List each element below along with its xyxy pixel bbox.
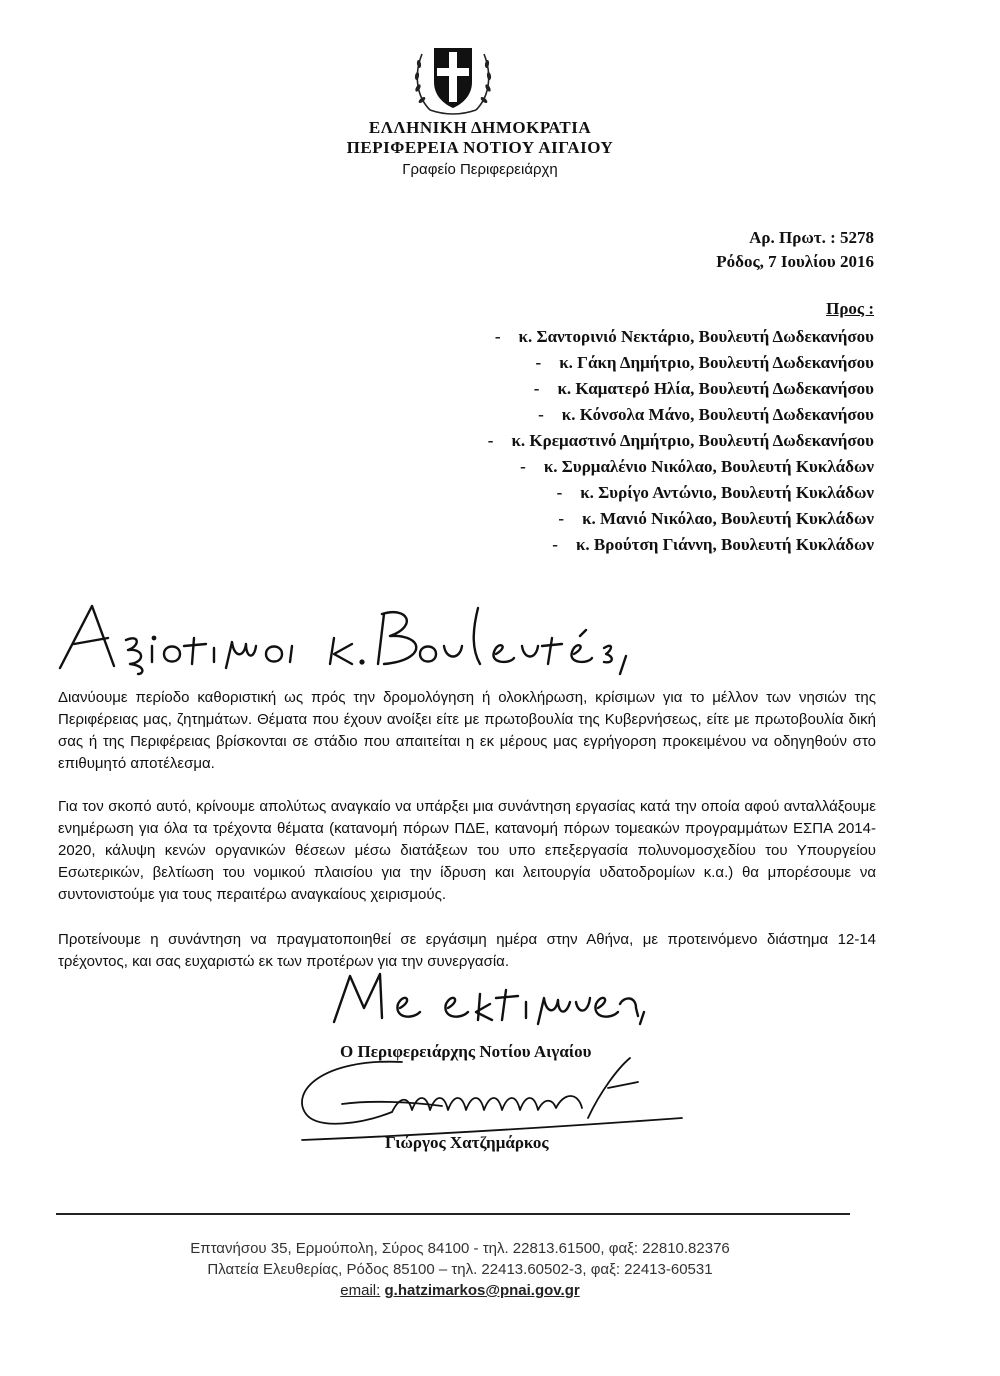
recipient-name: κ. Κόνσολα Μάνο, Βουλευτή Δωδεκανήσου (561, 405, 874, 424)
recipient-item (557, 483, 874, 503)
coat-of-arms-emblem (410, 38, 496, 118)
recipient-item (552, 535, 874, 555)
recipient-item (488, 431, 874, 451)
handwritten-salutation (48, 598, 668, 678)
recipient-name: κ. Καματερό Ηλία, Βουλευτή Δωδεκανήσου (557, 379, 874, 398)
body-paragraph: Για τον σκοπό αυτό, κρίνουμε απολύτως αναγκαίο να υπάρξει μια συνάντηση εργασίας κατά την οποία αφού ανταλλάξουμε ενημέρωση για όλα τα τρέχοντα θέματα (κατανομή πόρων ΠΔΕ, κατανομή πόρων τομεακών προγραμμάτων ΕΣΠΑ 2014-2020, κάλυψη κενών οργανικών θέσεων μέσω διατάξεων του υπο επεξεργασία πολυνομοσχεδίου του Υπουργείου Εσωτερικών, βελτίωση του νομικού πλαισίου για την ίδρυση και λειτουργία υδατοδρομίων κ.α.) θα μπορέσουμε να συντονιστούμε για τους περαιτέρω αναγκαίους χειρισμούς. (58, 798, 876, 903)
recipient-item (558, 509, 874, 529)
list-dash: - (538, 405, 544, 424)
list-dash: - (533, 379, 540, 398)
email-label: email: (340, 1282, 381, 1299)
body-paragraph: Προτείνουμε η συνάντηση να πραγματοποιηθεί σε εργάσιμη ημέρα στην Αθήνα, με προτεινόμενο διάστημα 12-14 τρέχοντος, και σας ευχαριστώ εκ των προτέρων για την συνεργασία. (58, 931, 876, 970)
list-dash: - (556, 483, 563, 502)
recipient-name: κ. Μανιό Νικόλαο, Βουλευτή Κυκλάδων (582, 509, 874, 528)
signer-title: Ο Περιφερειάρχης Νοτίου Αιγαίου (340, 1042, 592, 1061)
recipient-item (534, 379, 874, 399)
country-heading: ΕΛΛΗΝΙΚΗ ΔΗΜΟΚΡΑΤΙΑ (368, 118, 592, 137)
protocol-number: Αρ. Πρωτ. : 5278 (749, 228, 874, 247)
list-dash: - (494, 327, 501, 346)
recipients-label: Προς : (826, 299, 874, 318)
footer-address-syros: Επτανήσου 35, Ερμούπολη, Σύρος 84100 - τηλ. 22813.61500, φαξ: 22810.82376 (190, 1240, 730, 1257)
office-subheading: Γραφείο Περιφερειάρχη (402, 161, 558, 178)
place-date: Ρόδος, 7 Ιουλίου 2016 (716, 252, 874, 271)
list-dash: - (520, 457, 526, 476)
signer-name: Γιώργος Χατζημάρκος (385, 1133, 549, 1152)
email-link[interactable]: g.hatzimarkos@pnai.gov.gr (384, 1282, 580, 1299)
recipient-item (538, 405, 874, 425)
handwritten-closing (320, 968, 650, 1028)
recipient-name: κ. Γάκη Δημήτριο, Βουλευτή Δωδεκανήσου (559, 353, 874, 372)
recipient-name: κ. Κρεμαστινό Δημήτριο, Βουλευτή Δωδεκανήσου (511, 431, 874, 450)
recipient-item (495, 327, 874, 347)
recipient-item (520, 457, 874, 477)
recipient-name: κ. Συρίγο Αντώνιο, Βουλευτή Κυκλάδων (580, 483, 874, 502)
region-heading: ΠΕΡΙΦΕΡΕΙΑ ΝΟΤΙΟΥ ΑΙΓΑΙΟΥ (346, 138, 614, 157)
recipient-name: κ. Σαντορινιό Νεκτάριο, Βουλευτή Δωδεκανήσου (518, 327, 874, 346)
list-dash: - (535, 353, 542, 372)
footer-divider (56, 1213, 850, 1215)
recipient-name: κ. Βρούτση Γιάννη, Βουλευτή Κυκλάδων (575, 535, 874, 554)
footer-email-line (100, 1282, 820, 1299)
recipient-name: κ. Συρμαλένιο Νικόλαο, Βουλευτή Κυκλάδων (543, 457, 874, 476)
list-dash: - (552, 535, 558, 554)
body-paragraph: Διανύουμε περίοδο καθοριστική ως πρός την δρομολόγηση ή ολοκλήρωση, κρίσιμων για το μέλλον των νησιών της Περιφέρειας μας, ζητημάτων. Θέματα που έχουν ανοίξει είτε με πρωτοβουλία της Κυβερνήσεως, είτε με πρωτοβουλία δική σας ή της Περιφέρειας βρίσκονται σε στάδιο που απαιτείται η εκ μέρους μας εγρήγορση προκειμένου να οδηγηθούν στο επιθυμητό αποτέλεσμα. (58, 689, 876, 772)
list-dash: - (558, 509, 565, 528)
recipient-item (536, 353, 874, 373)
footer-address-rhodes: Πλατεία Ελευθερίας, Ρόδος 85100 – τηλ. 22413.60502-3, φαξ: 22413-60531 (207, 1261, 713, 1278)
list-dash: - (487, 431, 494, 450)
